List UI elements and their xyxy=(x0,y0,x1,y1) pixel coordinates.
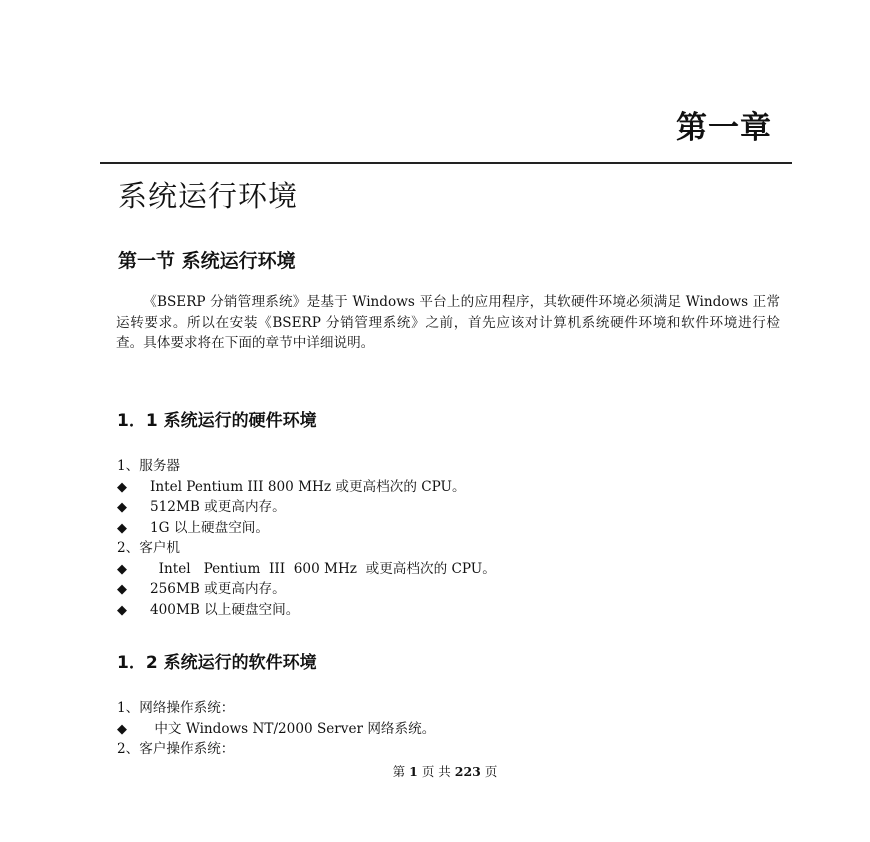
footer-suffix: 页 xyxy=(484,764,498,779)
list-item xyxy=(117,719,435,740)
footer-middle: 页 共 xyxy=(421,764,451,779)
network-os-label: 1、网络操作系统： xyxy=(117,700,235,716)
list-item-text: 256MB 或更高内存。 xyxy=(150,581,286,597)
list-item-text: Intel Pentium III 600 MHz 或更高档次的 CPU。 xyxy=(150,560,496,577)
list-item xyxy=(117,579,496,600)
page-number: 1 xyxy=(409,764,418,779)
bullet-icon: ◆ xyxy=(117,602,127,618)
list-item-text: 中文 Windows NT/2000 Server 网络系统。 xyxy=(150,720,436,737)
server-label: 1、服务器 xyxy=(117,458,181,474)
bullet-icon: ◆ xyxy=(117,479,127,495)
chapter-divider xyxy=(100,162,792,164)
list-item-text: 400MB 以上硬盘空间。 xyxy=(150,601,300,618)
list-item-text: Intel Pentium III 800 MHz 或更高档次的 CPU。 xyxy=(150,478,466,495)
bullet-icon: ◆ xyxy=(117,500,127,515)
intro-paragraph: 《BSERP 分销管理系统》是基于 Windows 平台上的应用程序，其软硬件环境必须满足 Windows 正常运转要求。所以在安装《BSERP 分销管理系统》之前，首先应该对计算机系统硬件环境和软件环境进行检查。具体要求将在下面的章节中详细说明。 xyxy=(116,294,780,351)
software-list xyxy=(117,698,435,760)
hardware-heading: 1．1 系统运行的硬件环境 xyxy=(117,411,317,431)
list-item xyxy=(117,497,496,518)
list-item-text: 1G 以上硬盘空间。 xyxy=(150,519,269,536)
footer-prefix: 第 xyxy=(392,764,406,779)
bullet-icon: ◆ xyxy=(117,520,127,536)
bullet-icon: ◆ xyxy=(117,582,127,597)
total-pages: 223 xyxy=(454,764,481,779)
chapter-title: 系统运行环境 xyxy=(118,179,299,213)
page-footer xyxy=(0,762,870,780)
bullet-icon: ◆ xyxy=(117,721,127,737)
chapter-heading: 第一章 xyxy=(676,110,772,146)
section-heading: 第一节 系统运行环境 xyxy=(118,250,296,272)
software-heading: 1．2 系统运行的软件环境 xyxy=(117,653,317,673)
hardware-list xyxy=(117,456,496,620)
list-item xyxy=(117,600,496,621)
bullet-icon: ◆ xyxy=(117,561,127,577)
list-item-text: 512MB 或更高内存。 xyxy=(150,499,286,515)
list-item xyxy=(117,477,496,498)
client-os-label: 2、客户操作系统： xyxy=(117,741,235,757)
list-item xyxy=(117,518,496,539)
list-item xyxy=(117,559,496,580)
client-label: 2、客户机 xyxy=(117,540,181,556)
